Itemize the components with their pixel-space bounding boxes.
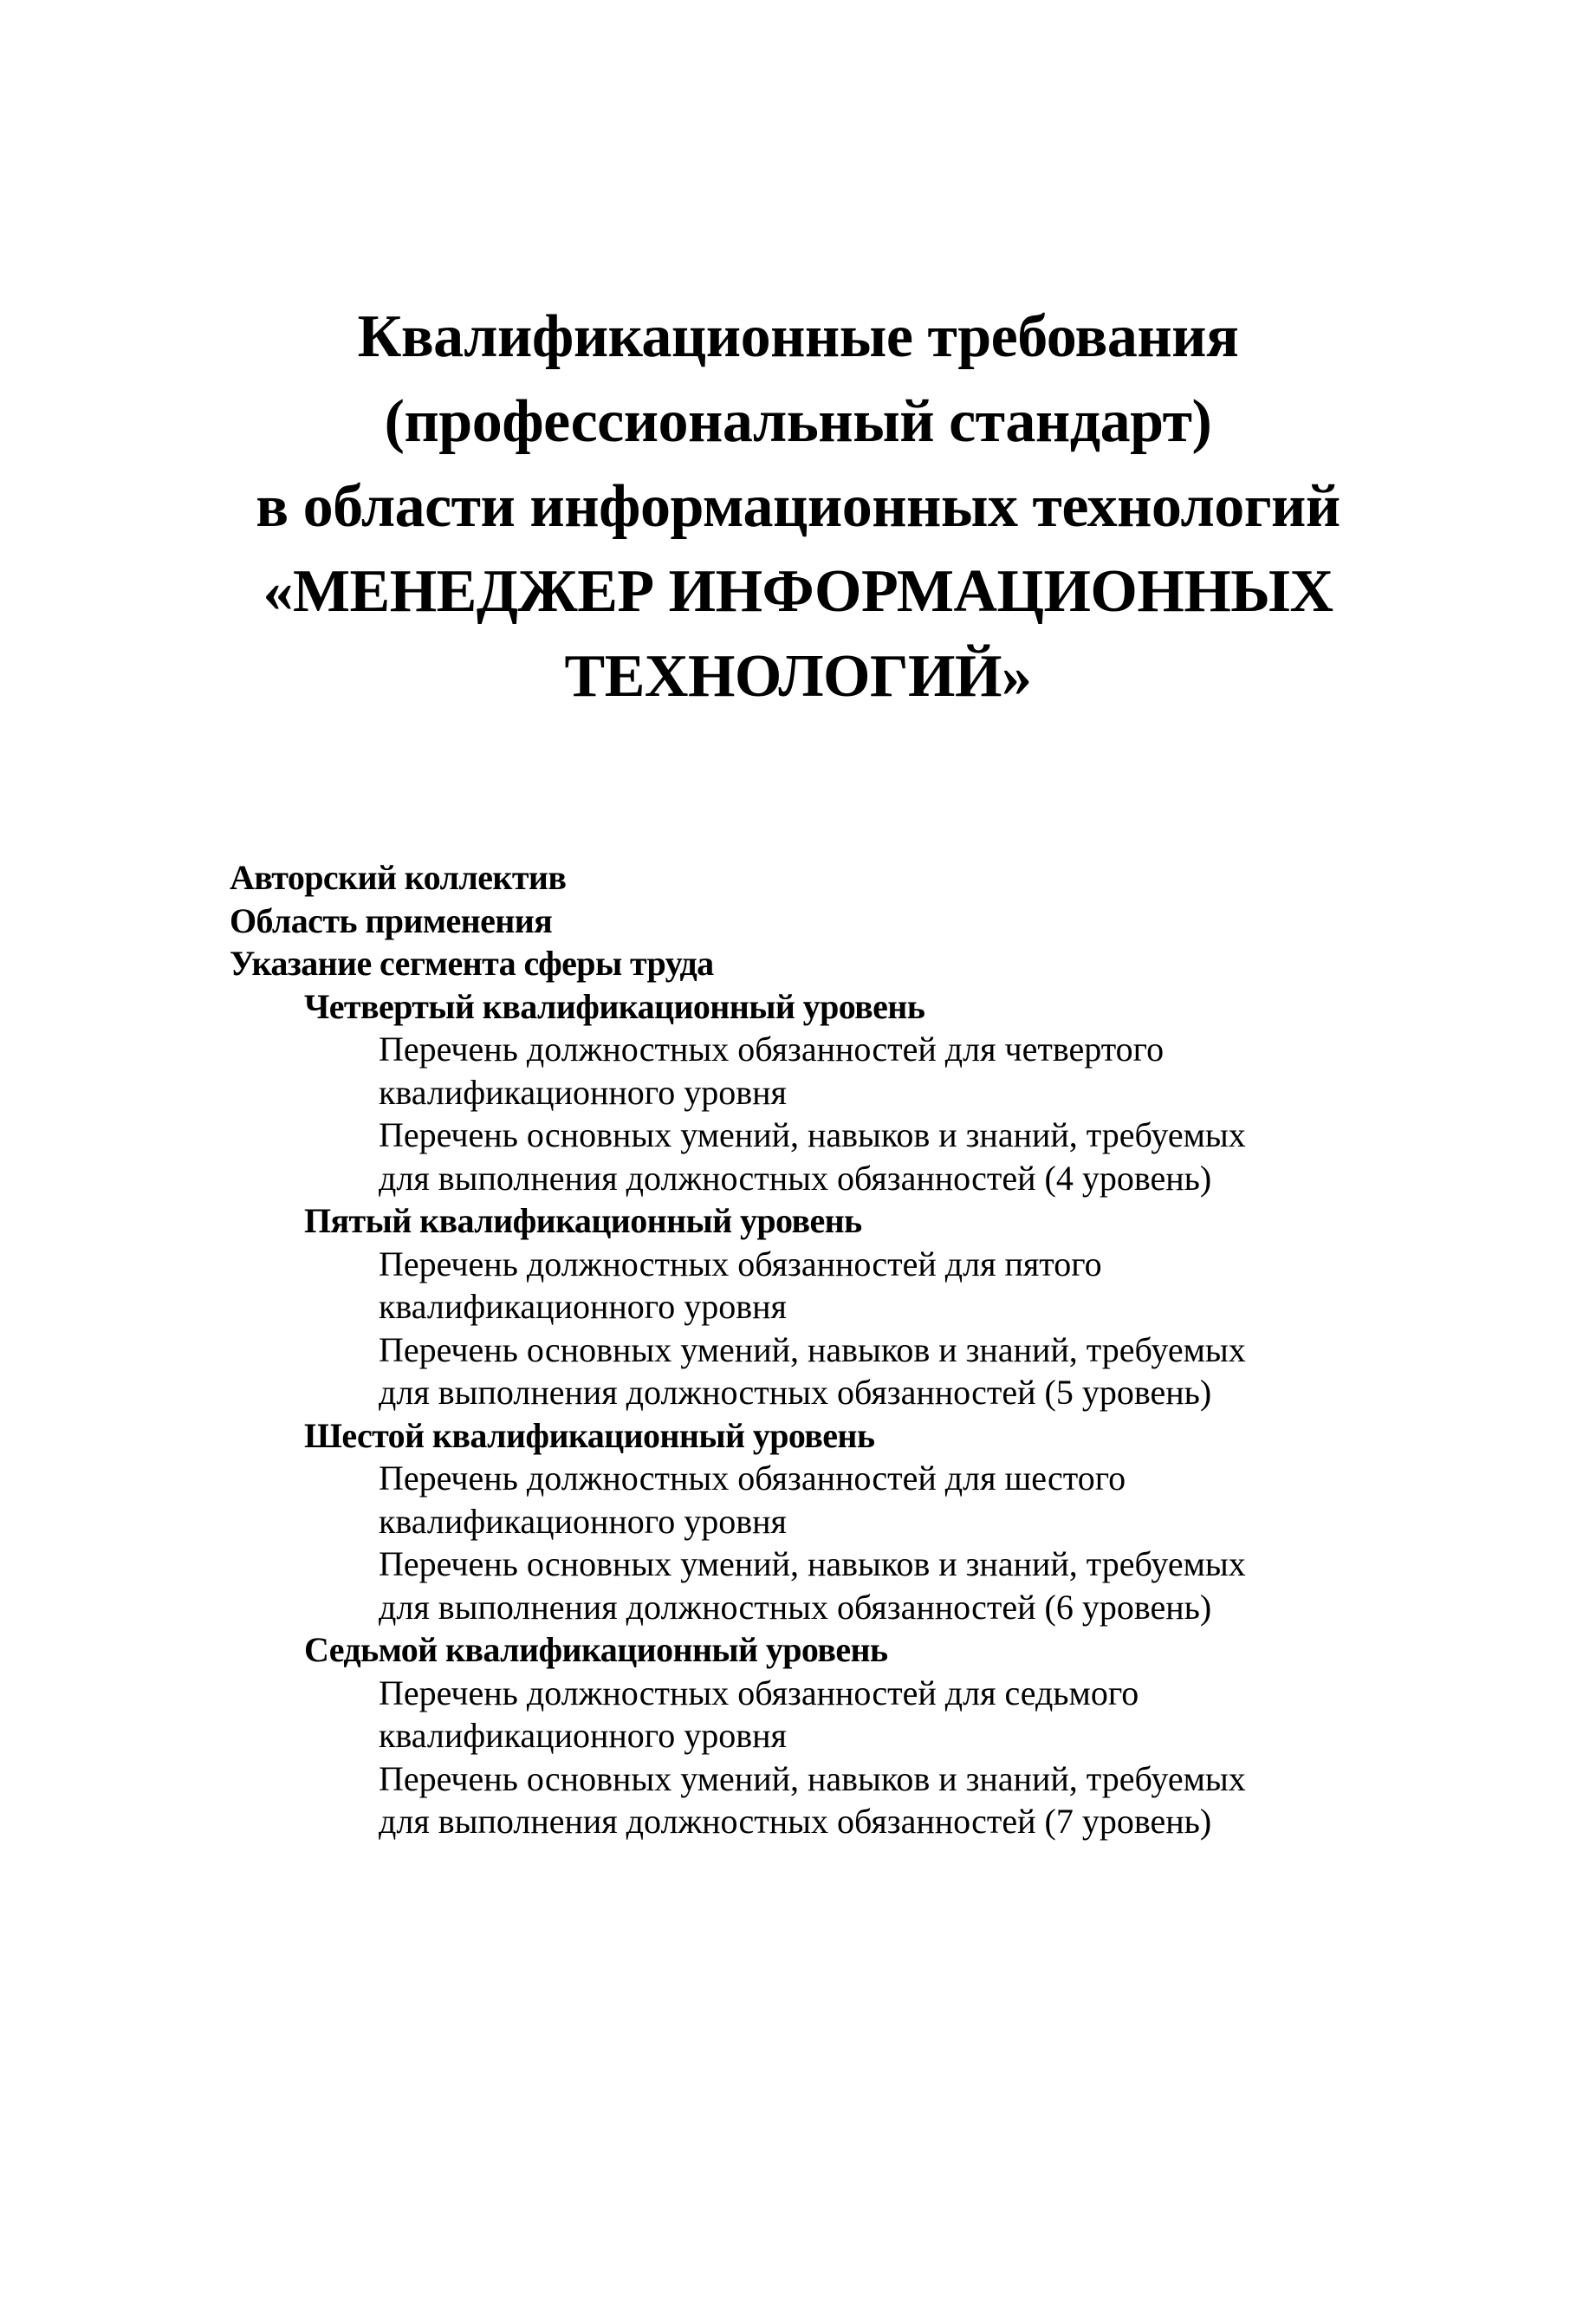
toc-entry-line: для выполнения должностных обязанностей (7 уровень) [379,1802,1212,1841]
toc-level-4-heading[interactable]: Четвертый квалификационный уровень [304,986,925,1026]
toc-entry-line: для выполнения должностных обязанностей (5 уровень) [379,1373,1212,1412]
title-line: (профессиональный стандарт) [384,388,1212,455]
toc-level-5-skills[interactable] [230,1329,1443,1414]
title-line: ТЕХНОЛОГИЙ» [564,643,1032,710]
toc-entry-line: Перечень должностных обязанностей для шестого [379,1459,1126,1498]
toc-level-7-duties[interactable] [230,1672,1443,1757]
toc-level-6-duties[interactable] [230,1457,1443,1543]
toc-level-6-heading[interactable]: Шестой квалификационный уровень [304,1415,875,1455]
toc-entry-line: квалификационного уровня [379,1287,787,1326]
toc-entry-line: квалификационного уровня [379,1501,787,1541]
toc-level-5-heading[interactable]: Пятый квалификационный уровень [304,1201,862,1240]
toc-segment[interactable]: Указание сегмента сферы труда [230,944,714,983]
toc-entry-line: для выполнения должностных обязанностей (4 уровень) [379,1158,1212,1198]
toc-entry-line: Перечень должностных обязанностей для седьмого [379,1673,1139,1712]
document-title [0,295,1596,719]
toc-entry-line: квалификационного уровня [379,1072,787,1112]
title-line: «МЕНЕДЖЕР ИНФОРМАЦИОННЫХ [263,558,1333,625]
toc-level-4-skills[interactable] [230,1114,1443,1199]
toc-entry-line: квалификационного уровня [379,1716,787,1755]
toc-level-7-skills[interactable] [230,1757,1443,1843]
toc-level-5-duties[interactable] [230,1243,1443,1329]
toc-level-6-skills[interactable] [230,1543,1443,1628]
table-of-contents [230,856,1443,1843]
toc-level-4-duties[interactable] [230,1028,1443,1114]
toc-authors[interactable]: Авторский коллектив [230,858,567,897]
toc-entry-line: для выполнения должностных обязанностей (6 уровень) [379,1587,1212,1627]
toc-entry-line: Перечень должностных обязанностей для четвертого [379,1030,1165,1069]
title-line: в области информационных технологий [256,473,1340,540]
toc-entry-line: Перечень основных умений, навыков и знаний, требуемых [379,1329,1246,1369]
toc-entry-line: Перечень основных умений, навыков и знаний, требуемых [379,1115,1246,1154]
toc-level-7-heading[interactable]: Седьмой квалификационный уровень [304,1630,888,1669]
toc-scope[interactable]: Область применения [230,900,553,940]
toc-entry-line: Перечень основных умений, навыков и знаний, требуемых [379,1544,1246,1583]
title-line: Квалификационные требования [357,303,1239,370]
toc-entry-line: Перечень должностных обязанностей для пятого [379,1244,1102,1283]
toc-entry-line: Перечень основных умений, навыков и знаний, требуемых [379,1758,1246,1798]
